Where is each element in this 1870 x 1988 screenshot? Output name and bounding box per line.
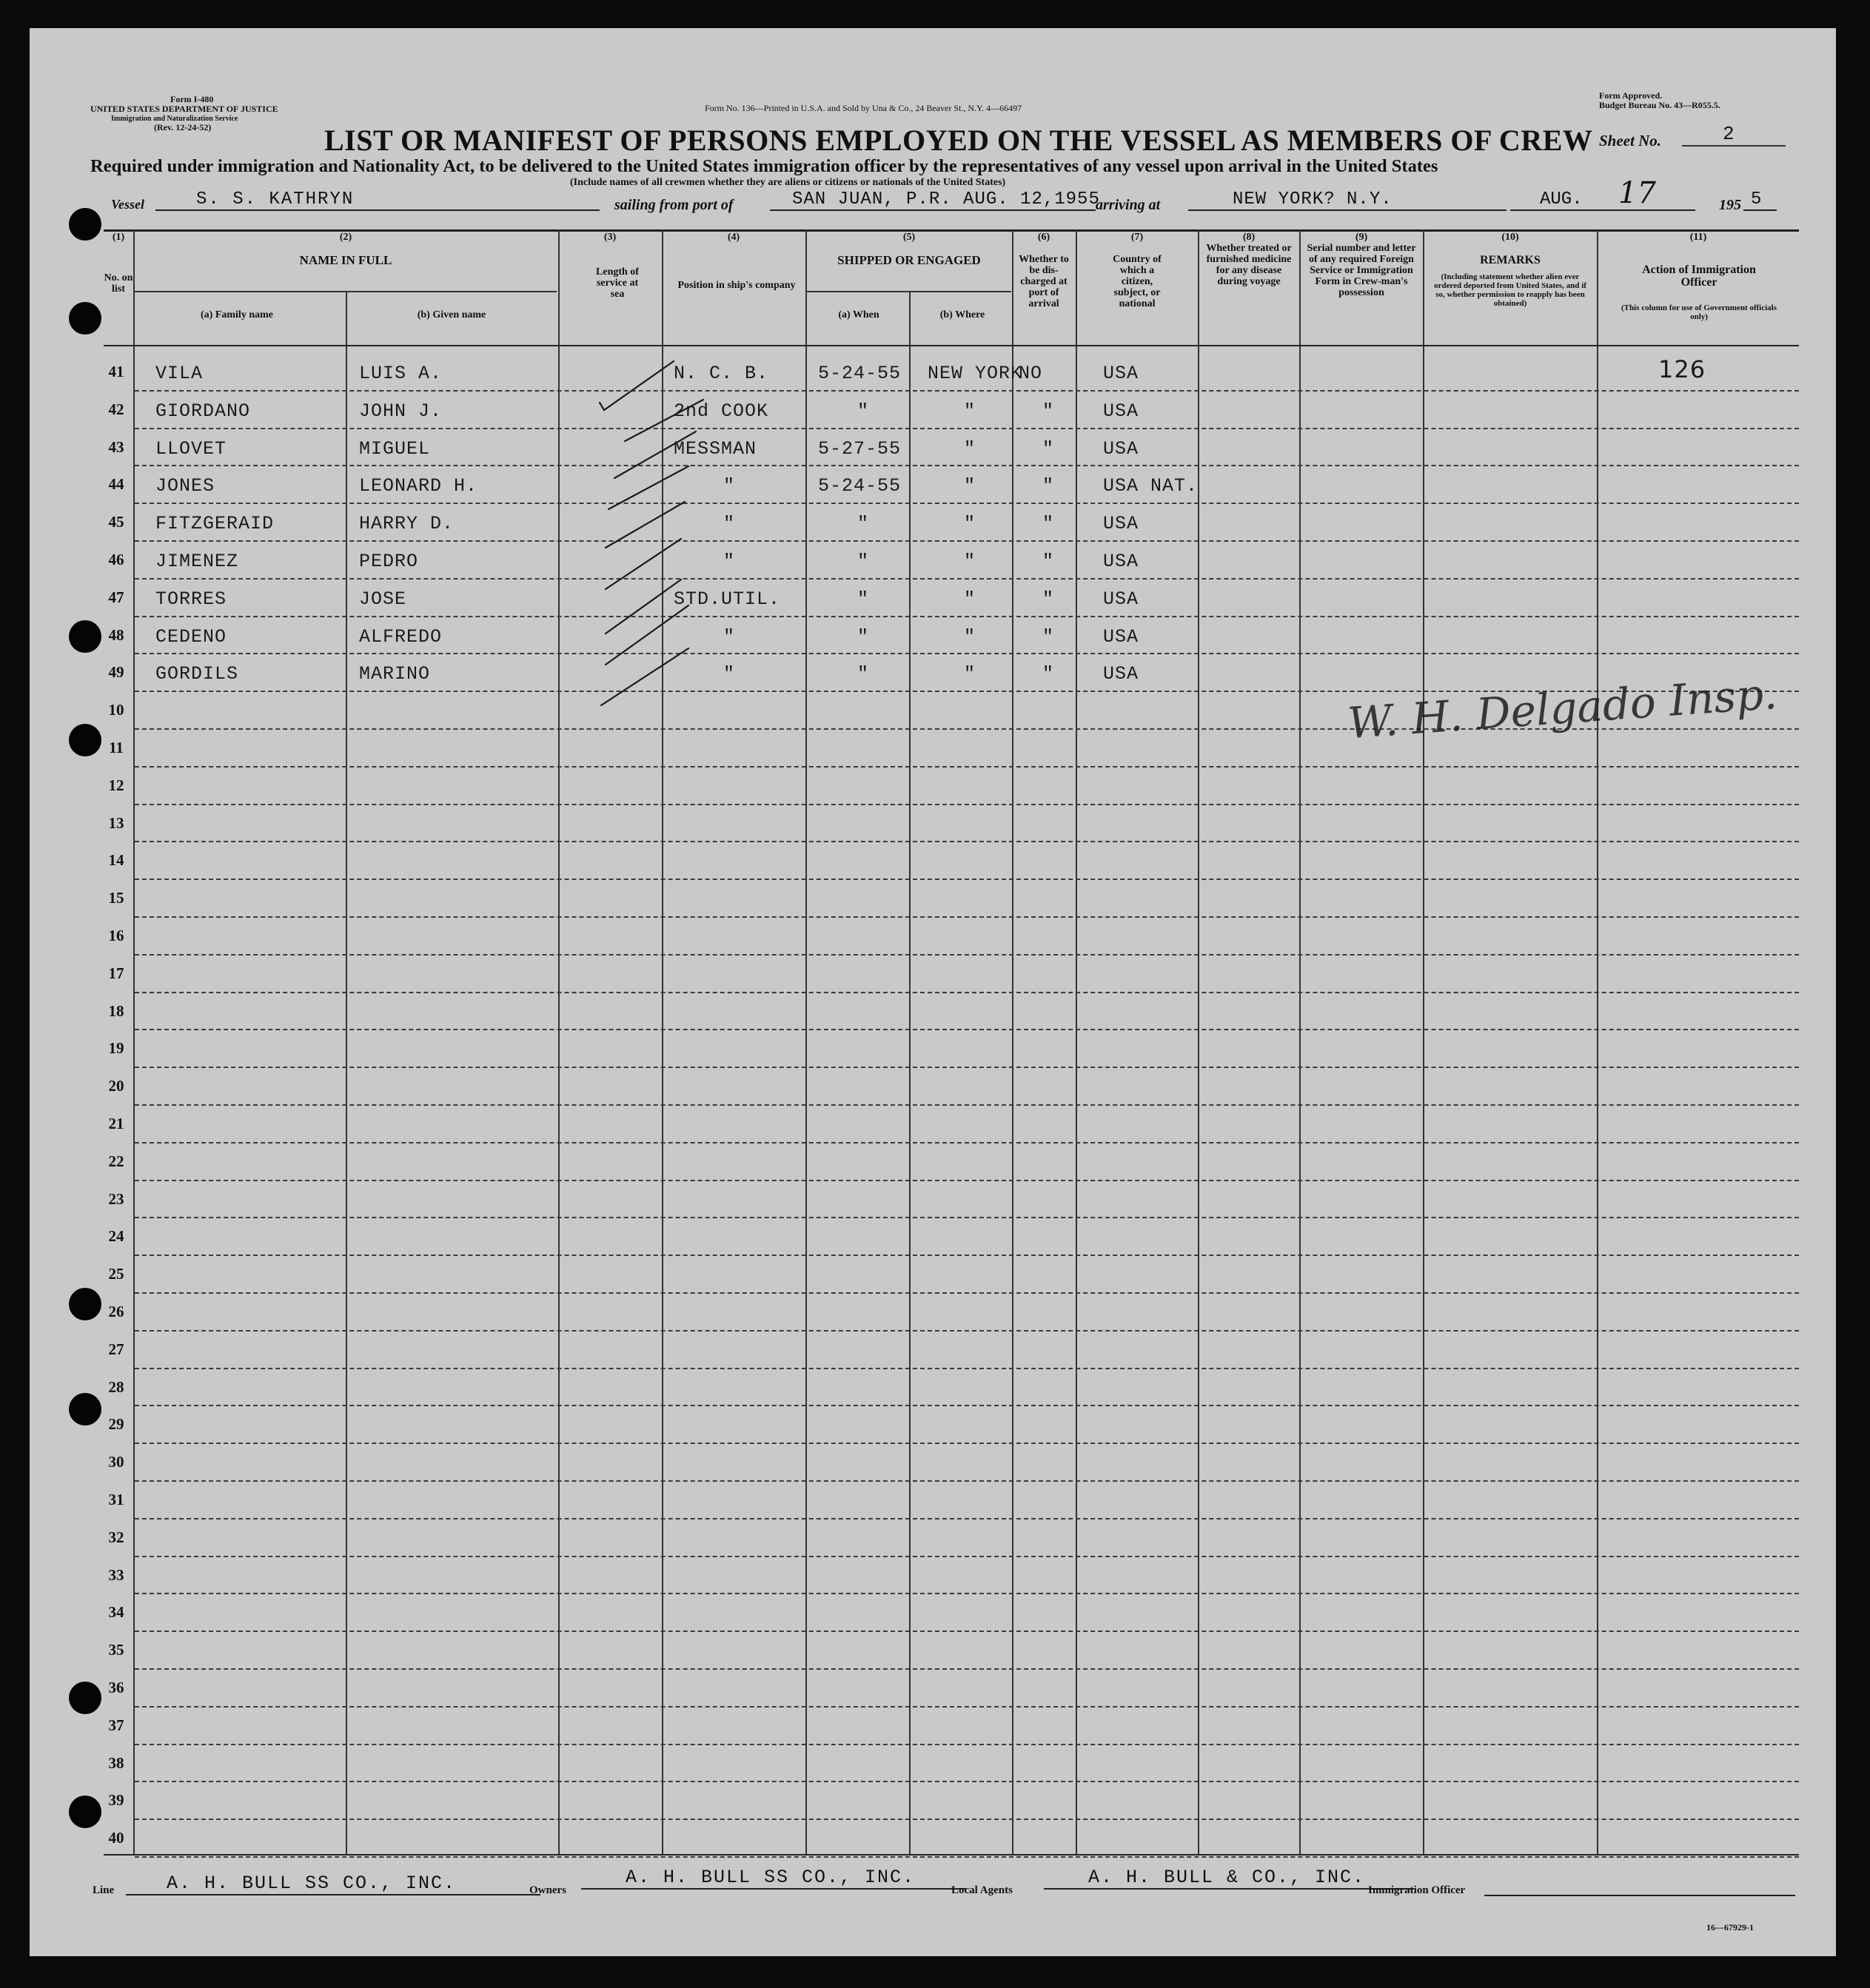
punch-hole xyxy=(69,208,101,241)
cell-position: " xyxy=(723,663,736,685)
line-label: Line xyxy=(93,1884,115,1896)
checkmark xyxy=(606,539,681,589)
form-approved: Form Approved. xyxy=(1599,90,1663,101)
cell-discharged: NO xyxy=(1019,363,1043,384)
checkmark xyxy=(606,502,685,548)
cell-when: " xyxy=(857,663,870,685)
col6-number: (6) xyxy=(1037,232,1050,243)
row-rule xyxy=(135,616,1799,617)
column-divider xyxy=(1012,229,1013,1854)
column-divider xyxy=(909,292,911,1854)
cell-family: LLOVET xyxy=(155,437,227,460)
row-rule xyxy=(135,540,1799,542)
row-number: 18 xyxy=(108,1001,124,1020)
row-number: 46 xyxy=(108,551,124,568)
page-title: LIST OR MANIFEST OF PERSONS EMPLOYED ON THE VESSEL AS MEMBERS OF CREW xyxy=(324,124,1593,157)
cell-discharged: " xyxy=(1042,663,1055,685)
cell-where: " xyxy=(964,513,976,535)
column-divider xyxy=(558,229,560,1854)
col5-header: SHIPPED OR ENGAGED xyxy=(837,253,981,267)
sheet-number: 2 xyxy=(1682,123,1786,147)
cell-given: ALFREDO xyxy=(359,625,443,648)
col7-header: Country of which a citizen, subject, or national xyxy=(1113,254,1162,309)
row-rule xyxy=(135,1819,1799,1820)
cell-discharged: " xyxy=(1042,475,1055,497)
arrival-day: 17 xyxy=(1618,176,1656,210)
col10-subheader: (Including statement whether alien ever ordered deported from United States, and if so, whether permission to reapply has been obtained) xyxy=(1434,272,1586,308)
col3-number: (3) xyxy=(603,232,617,243)
row-rule xyxy=(135,1443,1799,1444)
col10-header: REMARKS xyxy=(1480,254,1541,266)
col4-number: (4) xyxy=(727,232,740,243)
row-rule xyxy=(135,503,1799,504)
cell-country: USA xyxy=(1103,437,1139,460)
cell-where: " xyxy=(964,437,976,460)
cell-discharged: " xyxy=(1042,400,1055,422)
local-agents-label: Local Agents xyxy=(951,1884,1013,1896)
cell-action: 126 xyxy=(1658,355,1706,383)
row-number: 43 xyxy=(108,437,124,456)
cell-discharged: " xyxy=(1042,513,1055,535)
row-number: 45 xyxy=(108,513,124,531)
revision-date: (Rev. 12-24-52) xyxy=(154,122,212,132)
row-rule xyxy=(135,1292,1799,1294)
col11-header: Action of Immigration Officer xyxy=(1642,263,1756,289)
row-rule xyxy=(135,1856,1799,1858)
row-number: 41 xyxy=(108,363,124,380)
row-rule xyxy=(135,1405,1799,1406)
cell-given: LEONARD H. xyxy=(359,475,478,497)
row-number: 33 xyxy=(108,1565,124,1584)
row-rule xyxy=(135,428,1799,429)
row-number: 40 xyxy=(108,1829,124,1847)
cell-position: " xyxy=(723,551,736,572)
row-rule xyxy=(135,1104,1799,1106)
cell-where: " xyxy=(964,475,976,497)
col10-number: (10) xyxy=(1501,232,1519,243)
row-rule xyxy=(135,1706,1799,1707)
cell-discharged: " xyxy=(1042,625,1055,648)
cell-where: " xyxy=(964,400,976,422)
cell-where: " xyxy=(964,551,976,572)
cell-where: NEW YORK xyxy=(928,363,1023,384)
page-subtitle: Required under immigration and Nationality Act, to be delivered to the United States immigration officer by the representatives of any vessel upon arrival in the United States xyxy=(90,156,1438,176)
cell-position: MESSMAN xyxy=(674,437,757,460)
cell-family: JONES xyxy=(155,475,215,497)
row-rule xyxy=(135,1744,1799,1745)
punch-hole xyxy=(69,1393,101,1425)
row-rule xyxy=(135,1067,1799,1068)
sheet-label: Sheet No. xyxy=(1599,132,1661,150)
col1-number: (1) xyxy=(112,232,125,243)
col2b-header: (b) Given name xyxy=(417,309,486,320)
sailing-from: SAN JUAN, P.R. AUG. 12,1955 xyxy=(770,189,1096,211)
row-number: 48 xyxy=(108,625,124,644)
cell-family: TORRES xyxy=(155,588,227,610)
row-rule xyxy=(135,1556,1799,1557)
cell-where: " xyxy=(964,663,976,685)
row-number: 10 xyxy=(108,701,124,719)
row-number: 12 xyxy=(108,776,124,794)
checkmark xyxy=(614,431,696,478)
cell-when: " xyxy=(857,551,870,572)
row-number: 27 xyxy=(108,1340,124,1358)
cell-family: JIMENEZ xyxy=(155,551,239,572)
column-divider xyxy=(1423,229,1424,1854)
cell-country: USA xyxy=(1103,588,1139,610)
checkmark xyxy=(606,580,681,634)
row-rule xyxy=(135,1368,1799,1369)
row-number: 17 xyxy=(108,964,124,982)
row-rule xyxy=(135,841,1799,842)
form-code: 16—67929-1 xyxy=(1706,1922,1754,1932)
local-agents-value: A. H. BULL & CO., INC. xyxy=(1044,1867,1414,1890)
row-number: 23 xyxy=(108,1189,124,1208)
cell-country: USA xyxy=(1103,663,1139,685)
column-divider xyxy=(1299,229,1301,1854)
row-number: 49 xyxy=(108,663,124,682)
owners-label: Owners xyxy=(529,1884,566,1896)
row-number: 13 xyxy=(108,813,124,832)
row-number: 38 xyxy=(108,1753,124,1772)
cell-when: " xyxy=(857,400,870,422)
cell-when: " xyxy=(857,513,870,535)
name-subheader-rule xyxy=(135,291,557,292)
cell-given: LUIS A. xyxy=(359,363,443,384)
col5a-header: (a) When xyxy=(838,309,879,320)
cell-discharged: " xyxy=(1042,551,1055,572)
row-number: 14 xyxy=(108,851,124,870)
checkmark xyxy=(601,648,688,705)
cell-where: " xyxy=(964,588,976,610)
form-number: Form I-480 xyxy=(170,94,214,104)
immigration-officer-line xyxy=(1484,1895,1795,1896)
col8-number: (8) xyxy=(1242,232,1256,243)
cell-position: " xyxy=(723,625,736,648)
row-number: 25 xyxy=(108,1265,124,1283)
cell-given: MARINO xyxy=(359,663,431,685)
checkmark xyxy=(609,466,688,509)
cell-when: " xyxy=(857,625,870,648)
vessel-label: Vessel xyxy=(111,197,144,212)
cell-when: 5-24-55 xyxy=(818,475,902,497)
row-number: 16 xyxy=(108,927,124,944)
column-divider xyxy=(1597,229,1598,1854)
cell-given: JOSE xyxy=(359,588,407,610)
row-rule xyxy=(135,1330,1799,1332)
row-number: 11 xyxy=(109,739,124,756)
row-number: 19 xyxy=(108,1039,124,1058)
row-number: 20 xyxy=(108,1077,124,1095)
cell-family: GIORDANO xyxy=(155,400,251,422)
col9-number: (9) xyxy=(1355,232,1368,243)
cell-discharged: " xyxy=(1042,437,1055,460)
row-number: 30 xyxy=(108,1453,124,1471)
col2a-header: (a) Family name xyxy=(201,309,273,320)
cell-country: USA xyxy=(1103,400,1139,422)
cell-given: PEDRO xyxy=(359,551,419,572)
year-prefix: 195 xyxy=(1719,197,1741,213)
column-divider xyxy=(1198,229,1199,1854)
table-bottom-rule xyxy=(104,1854,1799,1856)
col11-subheader: (This column for use of Government officials only) xyxy=(1621,303,1777,321)
row-number: 24 xyxy=(108,1227,124,1246)
row-rule xyxy=(135,804,1799,805)
row-rule xyxy=(135,1668,1799,1670)
service-name: Immigration and Naturalization Service xyxy=(111,115,238,123)
column-divider xyxy=(805,229,807,1854)
row-number: 26 xyxy=(108,1303,124,1320)
punch-hole xyxy=(69,302,101,335)
arriving-at: NEW YORK? N.Y. xyxy=(1188,189,1507,211)
row-rule xyxy=(135,954,1799,956)
arrival-month: AUG. xyxy=(1510,189,1695,211)
row-rule xyxy=(135,1142,1799,1144)
col2-header: NAME IN FULL xyxy=(299,253,392,267)
cell-given: JOHN J. xyxy=(359,400,443,422)
col7-number: (7) xyxy=(1130,232,1144,243)
col9-header: Serial number and letter of any required Foreign Service or Immigration Form in Crew-man's possession xyxy=(1307,243,1416,298)
department-name: UNITED STATES DEPARTMENT OF JUSTICE xyxy=(90,104,278,114)
row-rule xyxy=(135,916,1799,918)
cell-position: 2nd COOK xyxy=(674,400,769,422)
row-rule xyxy=(135,1480,1799,1482)
arriving-label: arriving at xyxy=(1096,197,1161,213)
service-checkmarks xyxy=(592,354,755,716)
cell-country: USA NAT. xyxy=(1103,475,1199,497)
row-number: 22 xyxy=(108,1152,124,1170)
row-rule xyxy=(135,578,1799,580)
cell-when: 5-27-55 xyxy=(818,437,902,460)
row-number: 44 xyxy=(108,475,124,494)
sailing-label: sailing from port of xyxy=(614,197,734,213)
cell-family: GORDILS xyxy=(155,663,239,685)
col11-number: (11) xyxy=(1689,232,1707,243)
printer-line: Form No. 136—Printed in U.S.A. and Sold by Una & Co., 24 Beaver St., N.Y. 4—66497 xyxy=(705,103,1022,113)
row-rule xyxy=(135,766,1799,768)
row-rule xyxy=(135,390,1799,392)
cell-country: USA xyxy=(1103,513,1139,535)
cell-given: MIGUEL xyxy=(359,437,431,460)
row-rule xyxy=(135,1518,1799,1519)
col5-number: (5) xyxy=(902,232,916,243)
column-divider xyxy=(346,292,347,1854)
header-bottom-rule xyxy=(104,345,1799,346)
punch-hole xyxy=(69,724,101,756)
punch-hole xyxy=(69,1796,101,1828)
row-rule xyxy=(135,879,1799,880)
col2-number: (2) xyxy=(339,232,352,243)
col3-header: Length of service at sea xyxy=(596,266,639,300)
row-rule xyxy=(135,1029,1799,1030)
col5b-header: (b) Where xyxy=(939,309,985,320)
inclusion-note: (Include names of all crewmen whether they are aliens or citizens or nationals of the United States) xyxy=(570,177,1006,188)
cell-country: USA xyxy=(1103,363,1139,384)
row-number: 32 xyxy=(108,1528,124,1546)
shipped-subheader-rule xyxy=(807,291,1011,292)
punch-hole xyxy=(69,620,101,653)
row-number: 31 xyxy=(108,1491,124,1508)
cell-family: CEDENO xyxy=(155,625,227,648)
cell-country: USA xyxy=(1103,625,1139,648)
row-number: 35 xyxy=(108,1641,124,1659)
row-number: 36 xyxy=(108,1679,124,1696)
punch-hole xyxy=(69,1682,101,1714)
row-number: 47 xyxy=(108,588,124,606)
row-rule xyxy=(135,1217,1799,1218)
cell-when: " xyxy=(857,588,870,610)
column-divider xyxy=(1076,229,1077,1854)
cell-position: N. C. B. xyxy=(674,363,769,384)
col1-header: No. on list xyxy=(104,272,133,295)
col6-header: Whether to be dis-charged at port of arrival xyxy=(1019,254,1069,309)
row-number: 34 xyxy=(108,1603,124,1622)
cell-where: " xyxy=(964,625,976,648)
row-number: 29 xyxy=(108,1415,124,1434)
row-rule xyxy=(135,1180,1799,1181)
cell-position: " xyxy=(723,475,736,497)
row-rule xyxy=(135,1593,1799,1594)
row-rule xyxy=(135,1631,1799,1632)
cell-given: HARRY D. xyxy=(359,513,455,535)
immigration-officer-label: Immigration Officer xyxy=(1368,1884,1466,1896)
vessel-name: S. S. KATHRYN xyxy=(155,189,600,211)
cell-country: USA xyxy=(1103,551,1139,572)
row-rule xyxy=(135,465,1799,466)
checkmark xyxy=(600,361,674,410)
manifest-sheet xyxy=(30,28,1836,1956)
row-number: 21 xyxy=(108,1115,124,1132)
col4-header: Position in ship's company xyxy=(677,280,796,291)
cell-family: VILA xyxy=(155,363,204,384)
row-number: 37 xyxy=(108,1716,124,1734)
cell-family: FITZGERAID xyxy=(155,513,275,535)
cell-discharged: " xyxy=(1042,588,1055,610)
cell-position: " xyxy=(723,513,736,535)
col8-header: Whether treated or furnished medicine for any disease during voyage xyxy=(1206,243,1292,287)
cell-when: 5-24-55 xyxy=(818,363,902,384)
row-rule xyxy=(135,1255,1799,1256)
row-number: 15 xyxy=(108,889,124,907)
row-number: 28 xyxy=(108,1377,124,1396)
row-rule xyxy=(135,992,1799,993)
cell-position: STD.UTIL. xyxy=(674,588,781,610)
row-rule xyxy=(135,653,1799,654)
row-number: 39 xyxy=(108,1791,124,1810)
year-suffix: 5 xyxy=(1743,189,1777,211)
row-number: 42 xyxy=(108,400,124,418)
owners-value: A. H. BULL SS CO., INC. xyxy=(581,1867,966,1890)
line-value: A. H. BULL SS CO., INC. xyxy=(126,1873,540,1895)
row-rule xyxy=(135,1781,1799,1782)
budget-bureau: Budget Bureau No. 43—R055.5. xyxy=(1599,100,1720,110)
inspector-signature: W. H. Delgado Insp. xyxy=(1346,668,1779,749)
punch-hole xyxy=(69,1288,101,1320)
